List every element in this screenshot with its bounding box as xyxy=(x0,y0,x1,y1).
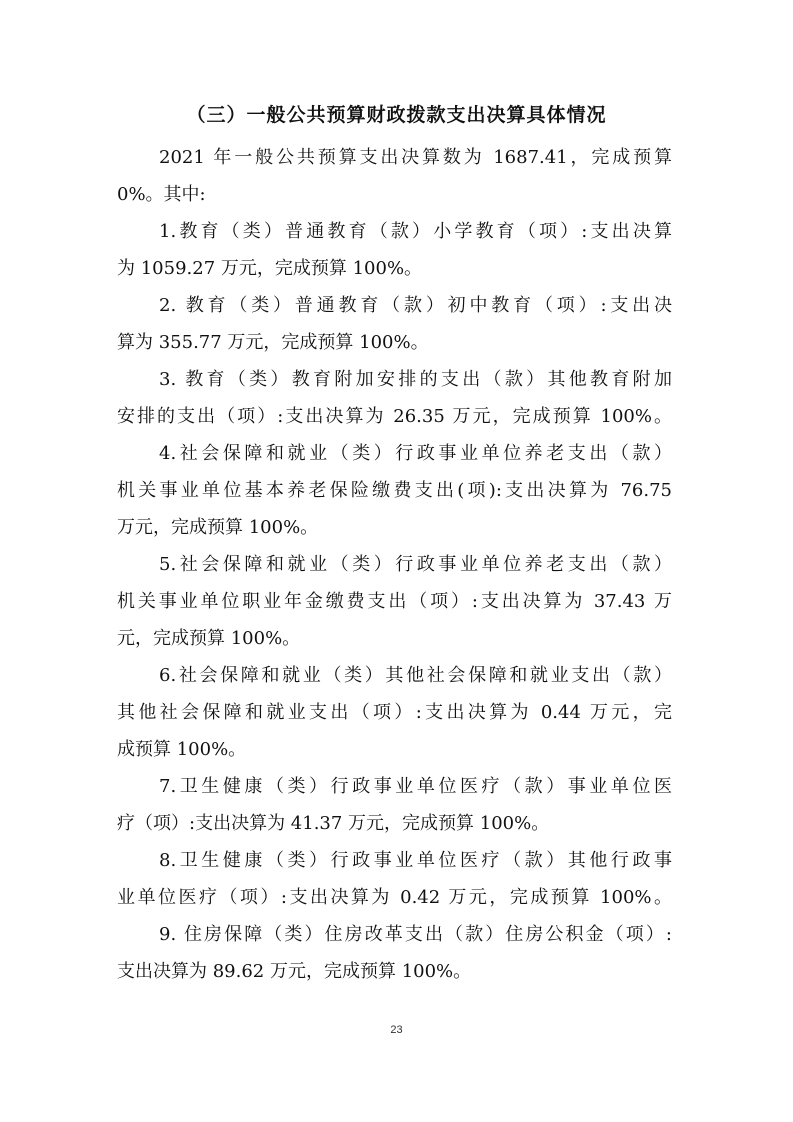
item-3-line-2: 安排的支出（项）:支出决算为 26.35 万元，完成预算 100%。 xyxy=(117,406,672,427)
intro-line-1: 2021 年一般公共预算支出决算数为 1687.41，完成预算 xyxy=(159,147,672,168)
item-8-line-2: 业单位医疗（项）:支出决算为 0.42 万元，完成预算 100%。 xyxy=(117,887,672,908)
page-number: 23 xyxy=(390,1024,403,1036)
item-4-line-1: 4.社会保障和就业（类）行政事业单位养老支出（款） xyxy=(159,443,672,464)
item-1-line-2: 为 1059.27 万元，完成预算 100%。 xyxy=(117,258,423,279)
item-6-line-3: 成预算 100%。 xyxy=(117,739,247,760)
item-2-line-1: 2. 教育（类）普通教育（款）初中教育（项）:支出决 xyxy=(159,295,672,316)
section-title: （三）一般公共预算财政拨款支出决算具体情况 xyxy=(186,104,607,126)
item-4-line-2: 机关事业单位基本养老保险缴费支出(项):支出决算为 76.75 xyxy=(117,480,672,501)
item-6-line-1: 6.社会保障和就业（类）其他社会保障和就业支出（款） xyxy=(159,665,672,686)
item-1-line-1: 1.教育（类）普通教育（款）小学教育（项）:支出决算 xyxy=(159,221,672,242)
item-4-line-3: 万元，完成预算 100%。 xyxy=(117,517,319,538)
item-5-line-2: 机关事业单位职业年金缴费支出（项）:支出决算为 37.43 万 xyxy=(117,591,672,612)
item-7-line-1: 7.卫生健康（类）行政事业单位医疗（款）事业单位医 xyxy=(159,776,672,797)
item-2-line-2: 算为 355.77 万元，完成预算 100%。 xyxy=(117,332,429,353)
item-5-line-3: 元，完成预算 100%。 xyxy=(117,628,301,649)
item-9-line-2: 支出决算为 89.62 万元，完成预算 100%。 xyxy=(117,961,472,982)
item-3-line-1: 3. 教育（类）教育附加安排的支出（款）其他教育附加 xyxy=(159,369,672,390)
intro-line-2: 0%。其中: xyxy=(117,184,206,205)
item-9-line-1: 9. 住房保障（类）住房改革支出（款）住房公积金（项）: xyxy=(159,924,672,945)
item-8-line-1: 8.卫生健康（类）行政事业单位医疗（款）其他行政事 xyxy=(159,850,672,871)
item-6-line-2: 其他社会保障和就业支出（项）:支出决算为 0.44 万元，完 xyxy=(117,702,672,723)
item-7-line-2: 疗（项）:支出决算为 41.37 万元，完成预算 100%。 xyxy=(117,813,550,834)
item-5-line-1: 5.社会保障和就业（类）行政事业单位养老支出（款） xyxy=(159,554,672,575)
